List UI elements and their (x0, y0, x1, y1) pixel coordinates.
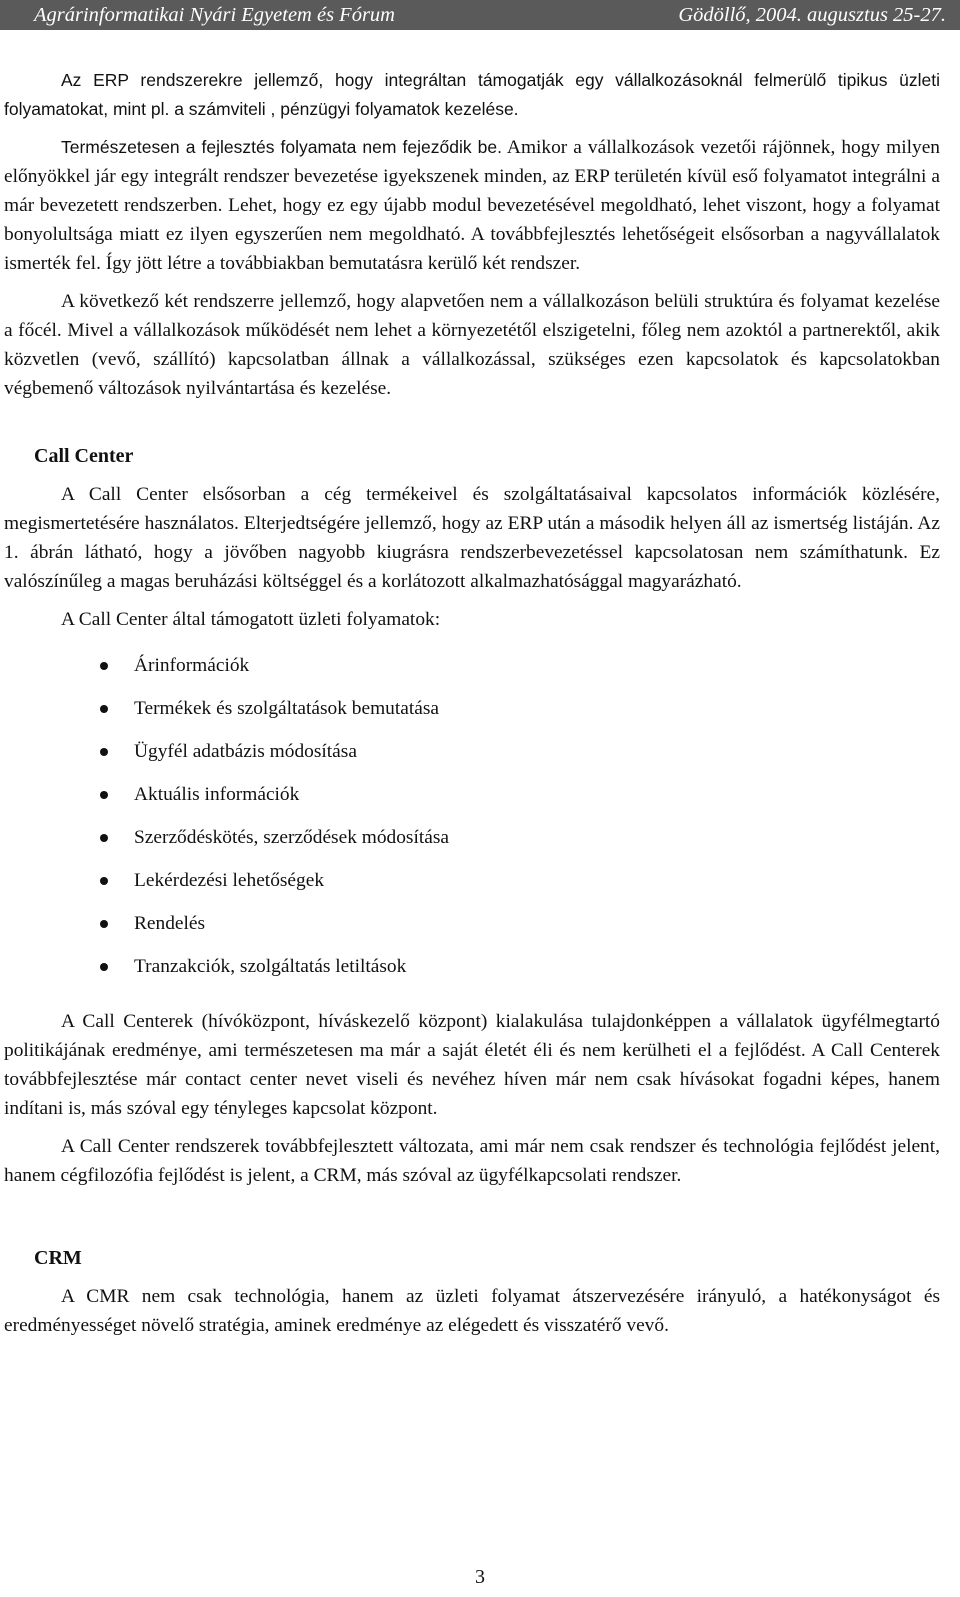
call-center-paragraph-2: A Call Centerek (hívóközpont, híváskezelő központ) kialakulása tulajdonképpen a vállalatok ügyfélmegtartó politikájának eredménye, ami természetesen ma már a saját életét éli és nem kerülheti el a fejlődést. A Call Centerek továbbfejlesztése már contact center nevet viseli és nevéhez híven már nem csak hívásokat fogadni képes, hanem indítani is, más szóval egy tényleges kapcsolat központ. (4, 1011, 940, 1119)
intro-paragraph-1: Az ERP rendszerekre jellemző, hogy integráltan támogatják egy vállalkozásoknál felmerülő tipikus üzleti folyamatokat, mint pl. a számviteli , pénzügyi folyamatok kezelése. (4, 70, 940, 119)
list-item-label: Termékek és szolgáltatások bemutatása (134, 698, 440, 719)
list-item-label: Rendelés (134, 913, 206, 934)
call-center-paragraph-1: A Call Center elsősorban a cég termékeivel és szolgáltatásaival kapcsolatos információk közlésére, megismertetésére használatos. Elterjedtségére jellemző, hogy az ERP után a második helyen áll az ismertség listáján. Az 1. ábrán látható, hogy a jövőben nagyobb kiugrásra rendszerbevezetéssel kapcsolatosan nem számíthatunk. Ez valószínűleg a magas beruházási költséggel és a korlátozott alkalmazhatósággal magyarázható. (4, 484, 940, 592)
bullet-icon (100, 748, 108, 756)
intro-paragraph-2 (4, 133, 940, 278)
header-date-location: Gödöllő, 2004. augusztus 25-27. (678, 4, 946, 26)
section-heading-crm: CRM (34, 1247, 82, 1269)
call-center-list-intro: A Call Center által támogatott üzleti folyamatok: (61, 609, 441, 630)
bullet-icon (100, 834, 108, 842)
list-item (4, 909, 940, 952)
list-item-label: Árinformációk (134, 655, 250, 676)
bullet-icon (100, 662, 108, 670)
call-center-paragraph-3: A Call Center rendszerek továbbfejlesztett változata, ami már nem csak rendszer és technológia fejlődést jelent, hanem cégfilozófia fejlődést is jelent, a CRM, más szóval az ügyfélkapcsolati rendszer. (4, 1136, 940, 1186)
intro-paragraph-3: A következő két rendszerre jellemző, hogy alapvetően nem a vállalkozáson belüli struktúra és folyamat kezelése a főcél. Mivel a vállalkozások működését nem lehet a környezetétől elszigetelni, főleg nem azoktól a partnerektől, akik közvetlen (vevő, szállító) kapcsolatban állnak a vállalkozással, szükséges ezen kapcsolatok és kapcsolatokban végbemenő változások nyilvántartása és kezelése. (4, 291, 940, 399)
crm-paragraph-1: A CMR nem csak technológia, hanem az üzleti folyamat átszervezésére irányuló, a hatékonyságot és eredményességet növelő stratégia, aminek eredménye az elégedett és visszatérő vevő. (4, 1286, 940, 1336)
intro-paragraph-2-lead: Természetesen a fejlesztés folyamata nem fejeződik be. (61, 137, 502, 157)
page-number: 3 (475, 1566, 485, 1588)
bullet-icon (100, 877, 108, 885)
list-item-label: Lekérdezési lehetőségek (134, 870, 325, 891)
list-item-label: Aktuális információk (134, 784, 300, 805)
section-heading-call-center: Call Center (34, 445, 134, 467)
list-item (4, 952, 940, 995)
bullet-icon (100, 791, 108, 799)
header-conference-title: Agrárinformatikai Nyári Egyetem és Fórum (34, 4, 395, 26)
list-item (4, 823, 940, 866)
page-header (0, 0, 960, 30)
intro-paragraph-2-rest: Amikor a vállalkozások vezetői rájönnek, hogy milyen előnyökkel jár egy integrált rendszer bevezetése igyekszenek minden, az ERP területén kívül eső folyamatot integrálni a már bevezetett rendszerben. Lehet, hogy ez egy újabb modul bevezetésével megoldható, lehet viszont, hogy a folyamat bonyolultsága miatt ez ilyen egyszerűen nem megoldható. A továbbfejlesztés lehetőségeit elsősorban a nagyvállalatok ismerték fel. Így jött létre a továbbiakban bemutatásra kerülő két rendszer. (4, 137, 940, 274)
list-item (4, 737, 940, 780)
bullet-icon (100, 920, 108, 928)
document-body (4, 66, 940, 1340)
list-item (4, 651, 940, 694)
list-item (4, 866, 940, 909)
list-item-label: Ügyfél adatbázis módosítása (134, 741, 357, 762)
list-item (4, 694, 940, 737)
list-item (4, 780, 940, 823)
list-item-label: Tranzakciók, szolgáltatás letiltások (134, 956, 407, 977)
bullet-icon (100, 963, 108, 971)
list-item-label: Szerződéskötés, szerződések módosítása (134, 827, 449, 848)
bullet-icon (100, 705, 108, 713)
call-center-process-list (4, 651, 940, 995)
